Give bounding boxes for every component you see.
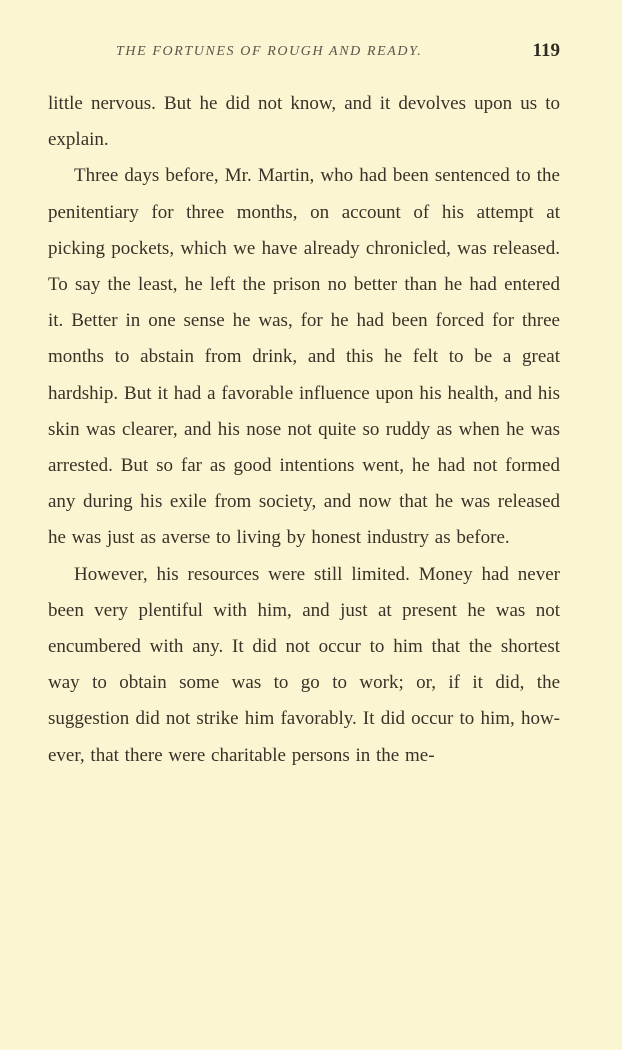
running-head (48, 42, 560, 68)
page-number: 119 (532, 40, 560, 61)
paragraph-resources: However, his resources were still limited. Money had never been very plentiful with him, and just at present he was not encumbered with any. It did not occur to him that the shortest way to obtain some was to go to work; or, if it did, the suggestion did not strike him favorably. It did occur to him, however, that there were charitable persons in the me- (48, 563, 560, 766)
paragraph-martin-release: Three days before, Mr. Martin, who had been sentenced to the penitentiary for three months, on account of his attempt at picking pockets, which we have already chronicled, was released. To say the least, he left the prison no better than he had entered it. Better in one sense he was, for he had been forced for three months to abstain from drink, and this he felt to be a great hardship. But it had a favorable influence upon his health, and his skin was clearer, and his nose not quite so ruddy as when he was arrested. But so far as good intentions went, he had not formed any during his exile from society, and now that he was released he was just as averse to living by honest industry as before. (48, 165, 560, 549)
body-text (48, 86, 560, 774)
paragraph-continuation: little nervous. But he did not know, and it devolves upon us to explain. (48, 93, 560, 151)
running-title: THE FORTUNES OF ROUGH AND READY. (116, 44, 423, 59)
